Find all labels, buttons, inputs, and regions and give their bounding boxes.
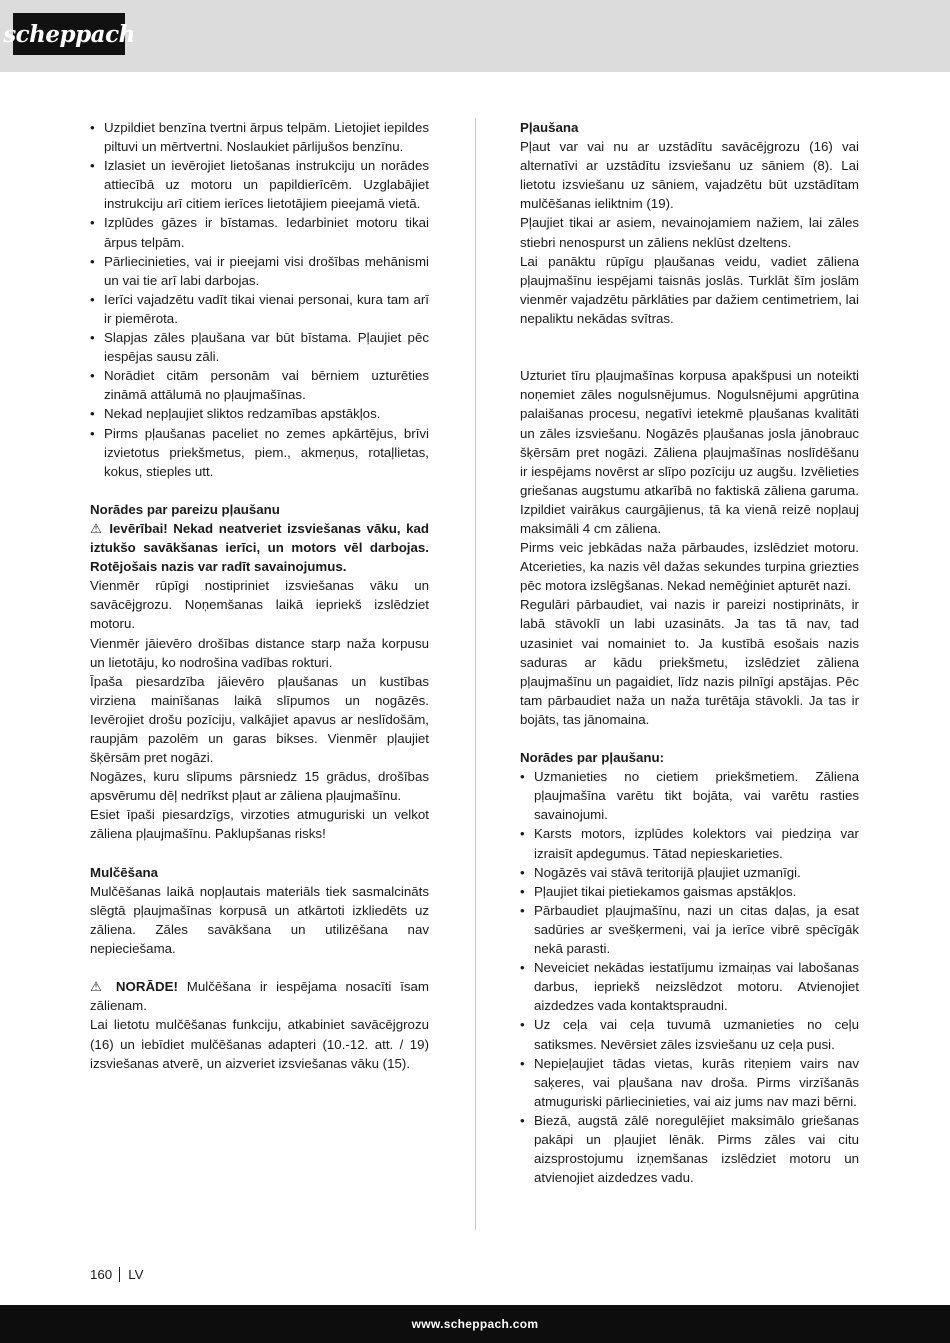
warning-paragraph [90,519,429,576]
list-item: • Uzmanieties no cietiem priekšmetiem. Zāliena pļaujmašīna varētu tikt bojāta, vai varētu rasties savainojumi. [520,767,859,824]
list-item: • Pirms pļaušanas paceliet no zemes apkārtējus, brīvi izvietotus priekšmetus, piem., akmeņus, rotaļlietas, kokus, stieples utt. [90,424,429,481]
list-item: • Nekad nepļaujiet sliktos redzamības apstākļos. [90,404,429,423]
list-item: • Pārbaudiet pļaujmašīnu, nazi un citas daļas, ja esat sadūries ar svešķermeni, vai ja ierīce vibrē spēcīgāk nekā parasti. [520,901,859,958]
note-label: NORĀDE! [115,979,178,995]
body-paragraph: Uzturiet tīru pļaujmašīnas korpusa apakšpusi un noteikti noņemiet zāles nogulsnējumus. Nogulsnējumi apgrūtina palaišanas procesu, negatīvi ietekmē pļaušanas kvalitāti un zāles izsviešanu. Nogāzēs pļaušanas josla jānobrauc šķērsām pret nogāzi. Zāliena pļaujmašīnas noslīdēšanu ir iespējams novērst ar slīpo pozīciju uz augšu. Izvēlieties griešanas augstumu atkarībā no faktiskā zāliena garuma. Izpildiet vairākus caurgājienus, tā ka vienā reizē nopļauj maksimāli 4 cm zāliena. [520,368,859,536]
list-item: • Uzpildiet benzīna tvertni ārpus telpām. Lietojiet iepildes piltuvi un mērtvertni. Noslaukiet pārlijušos benzīnu. [90,118,429,156]
list-item: • Nepieļaujiet tādas vietas, kurās riteņiem vairs nav saķeres, vai pļaušana nav droša. Pirms virzīšanās atmuguriski pārliecinieties, vai aiz jums nav mazi bērni. [520,1054,859,1111]
body-paragraph: Pļaujiet tikai ar asiem, nevainojamiem nažiem, lai zāles stiebri nenospurst un zāliens neklūst dzeltens. [520,215,859,250]
body-paragraph: Pļaut var vai nu ar uzstādītu savācējgrozu (16) vai alternatīvi ar uzstādītu izsviešanu uz sāniem (8). Lai lietotu izsviešanu uz sāniem, vajadzētu būt uzstādītam mulčēšanas ieliktnim (19). [520,139,859,212]
body-paragraph: Mulčēšanas laikā nopļautais materiāls tiek sasmalcināts slēgtā pļaujmašīnas korpusā un atkārtoti izkliedēts uz zāliena. Zāles savākšana un utilizēšana nav nepieciešama. [90,883,429,957]
footer-separator [119,1267,120,1282]
website-link[interactable]: www.scheppach.com [411,1317,539,1331]
list-item: • Norādiet citām personām vai bērniem uzturēties zināmā attālumā no pļaujmašīnas. [90,366,429,404]
body-paragraph: Vienmēr rūpīgi nostipriniet izsviešanas vāku un savācējgrozu. Noņemšanas laikā iepriekš izslēdziet motoru. [90,578,429,632]
list-item: • Biezā, augstā zālē noregulējiet maksimālo griešanas pakāpi un pļaujiet lēnāk. Pirms zāles vai citu aizsprostojumu izņemšanas izslēdziet motoru un atvienojiet aizdedzes vadu. [520,1111,859,1187]
list-item: • Slapjas zāles pļaušana var būt bīstama. Pļaujiet pēc iespējas sausu zāli. [90,328,429,366]
body-paragraph: Pirms veic jebkādas naža pārbaudes, izslēdziet motoru. Atcerieties, ka nazis vēl dažas sekundes turpina griezties pēc motora izslēgšanas. Nekad nemēģiniet apturēt nazi. [520,540,859,594]
body-paragraph: Nogāzes, kuru slīpums pārsniedz 15 grādus, drošības apsvērumu dēļ nedrīkst pļaut ar zāliena pļaujmašīnu. [90,769,429,804]
warning-text: Ievērībai! Nekad neatveriet izsviešanas vāku, kad iztukšo savākšanas ierīci, un motors vēl darbojas. Rotējošais nazis var radīt savainojumus. [90,520,430,575]
note-text: Mulčēšana ir iespējama nosacīti īsam zālienam. [90,979,430,1014]
list-item: • Ierīci vajadzētu vadīt tikai vienai personai, kura tam arī ir piemērota. [90,290,429,328]
warning-triangle-icon: ⚠ [90,979,108,995]
page-number: 160 [90,1267,113,1282]
page-footer [90,1265,143,1284]
body-paragraph: Vienmēr jāievēro drošības distance starp naža korpusu un lietotāju, ko nodrošina vadības rokturi. [90,635,429,670]
list-item: • Pļaujiet tikai pietiekamos gaismas apstākļos. [520,882,859,901]
footer-band [0,1305,950,1343]
list-item: • Uz ceļa vai ceļa tuvumā uzmanieties no ceļu satiksmes. Nevērsiet zāles izsviešanu uz ceļa pusi. [520,1015,859,1053]
body-paragraph: Esiet īpaši piesardzīgs, virzoties atmuguriski un velkot zāliena pļaujmašīnu. Paklupšanas risks! [90,807,429,842]
column-divider [475,118,476,1230]
list-item: • Nogāzēs vai stāvā teritorijā pļaujiet uzmanīgi. [520,863,859,882]
list-item: • Izplūdes gāzes ir bīstamas. Iedarbiniet motoru tikai ārpus telpām. [90,213,429,251]
section-heading: Norādes par pareizu pļaušanu [90,501,280,517]
warning-triangle-icon: ⚠ [90,520,104,536]
body-paragraph: Lai lietotu mulčēšanas funkciju, atkabiniet savācējgrozu (16) un iebīdiet mulčēšanas adapteri (10.-12. att. / 19) izsviešanas atverē, un aizveriet izsviešanas vāku (15). [90,1017,429,1071]
body-paragraph: Lai panāktu rūpīgu pļaušanas veidu, vadiet zāliena pļaujmašīnu iespējami taisnās joslās. Turklāt šīm joslām vienmēr vajadzētu pārklāties par dažiem centimetriem, lai nepaliktu nekādas svītras. [520,253,859,326]
left-column [90,118,429,1073]
list-item: • Neveiciet nekādas iestatījumu izmaiņas vai labošanas darbus, iepriekš neizslēdzot motoru. Atvienojiet aizdedzes vada kontaktspraudni. [520,958,859,1015]
right-column [520,118,859,1187]
body-paragraph: Regulāri pārbaudiet, vai nazis ir pareizi nostiprināts, ir labā stāvoklī un labi uzasināts. Ja tas tā nav, tad uzasiniet vai nomainiet to. Ja kustībā esošais nazis saduras ar kādu priekšmetu, izslēdziet zāliena pļaujmašīnu un pagaidiet, līdz nazis pilnīgi apstājas. Pēc tam pārbaudiet naža un naža turētāja stāvokli. Ja tas ir bojāts, tas jānomaina. [520,597,859,727]
section-heading: Mulčēšana [90,864,158,880]
section-heading: Norādes par pļaušanu: [520,750,665,766]
safety-bullet-list [90,118,429,481]
list-item: • Karsts motors, izplūdes kolektors vai piedziņa var izraisīt apdegumus. Tātad nepieskarieties. [520,824,859,862]
list-item: • Izlasiet un ievērojiet lietošanas instrukciju un norādes attiecībā uz motoru un papildierīcēm. Uzglabājiet instrukciju arī citiem ierīces lietotājiem pieejamā vietā. [90,156,429,213]
note-paragraph [90,977,429,1015]
section-heading: Pļaušana [520,120,579,135]
body-paragraph: Īpaša piesardzība jāievēro pļaušanas un kustības virziena mainīšanas laikā slīpumos un nogāzēs. Ievērojiet drošu pozīciju, valkājiet apavus ar neslīdošām, raupjām pazolēm un garas bikses. Vienmēr pļaujiet šķērsām pret nogāzi. [90,673,429,766]
list-item: • Pārliecinieties, vai ir pieejami visi drošības mehānismi un vai tie arī labi darbojas. [90,252,429,290]
mowing-bullet-list [520,767,859,1187]
header-band [0,0,950,72]
brand-logo: scheppach [13,13,125,55]
language-code: LV [128,1267,144,1282]
